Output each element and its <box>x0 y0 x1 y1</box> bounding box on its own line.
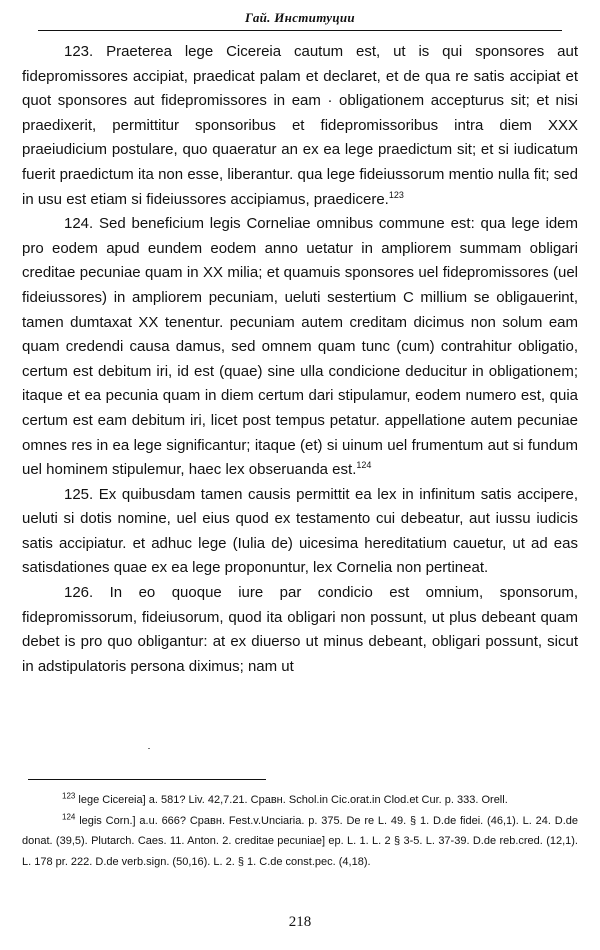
paragraph-125 <box>22 483 578 581</box>
header-rule <box>38 30 562 31</box>
paragraph-number: 124. <box>64 215 94 233</box>
page-number: 218 <box>288 914 312 930</box>
paragraph-123 <box>22 40 578 212</box>
paragraph-124 <box>22 212 578 483</box>
footnote-reference[interactable]: 124 <box>356 460 372 471</box>
paragraph-number: 125. <box>64 485 94 503</box>
main-text <box>22 40 578 679</box>
footnote-text: lege Cicereia] a. 581? Liv. 42,7.21. Сравн. Schol.in Cic.orat.in Clod.et Cur. p. 333. Orell. <box>78 794 508 806</box>
running-head: Гай. Институции <box>245 10 355 25</box>
paragraph-number: 123. <box>64 43 94 60</box>
paragraph-126 <box>22 581 578 679</box>
paragraph-text: In eo quoque iure par condicio est omnium, sponsorum, fidepromissorum, fideiusorum, quod ita obligari non possunt, ut plus debeant quam debet is pro quo obligantur: at ex diuerso ut minus debeant, obligari possunt, sicut in adstipulatoris persona diximus; nam ut <box>22 584 578 675</box>
footnote-124 <box>22 811 578 873</box>
paragraph-text: Ex quibusdam tamen causis permittit ea lex in infinitum satis accipere, ueluti si dotis nomine, uel eius quod ex testamento cui debeatur, aut iussu iudicis satis accipiatur. et adhuc lege (Iulia de) uicesima hereditatium cauetur, ut ad eas satisdationes quae ex ea lege proponuntur, lex Cornelia non pertineat. <box>22 485 578 577</box>
footnotes <box>22 790 578 872</box>
paragraph-text: Sed beneficium legis Corneliae omnibus commune est: qua lege idem pro eodem apud eundem eodem anno uetatur in ampliorem summam obligari creditae pecuniae quam in XX milia; et quamuis sponsores uel fidepromissores (uel fideiussores) in ampliorem pecuniam, ueluti sestertium C millium se obligauerint, tamen dumtaxat XX tenentur. pecuniam autem creditam dicimus non solum eam quam credendi causa damus, sed omnem quam tunc (cum) contrahitur obligatio, certum est debitum iri, id est (quae) sine ulla condicione deducitur in obligationem; itaque et ea pecunia quam in diem certum dari stipulamur, eodem numero est, quia certum est eam debitum iri, licet post tempus petatur. appellatione autem pecuniae omnes res in ea lege significantur; itaque (et) si uinum uel frumentum aut si fundum uel hominem stipulemur, haec lex obseruanda est. <box>22 215 579 479</box>
footnote-marker: 124 <box>62 811 76 821</box>
paragraph-text: Praeterea lege Cicereia cautum est, ut is qui sponsores aut fidepromissores accipiat, praedicat palam et declaret, et de qua re satis accipiat et quot sponsores aut fidepromissores in eam · obligationem accepturus sit; et nisi praedixerit, permittitur sponsoribus et fidepromissoribus intra diem XXX praeiudicium postulare, quo quaeratur an ex ea lege praedictum sit; et si iudicatum fuerit praedictum ita non esse, liberantur. qua lege fideiussorum mentio nulla fit; sed in usu est etiam si fideiussores accipiamus, praedicere. <box>22 43 579 208</box>
print-speck <box>148 748 150 749</box>
footnote-text: legis Corn.] a.u. 666? Сравн. Fest.v.Unciaria. p. 375. De re L. 49. § 1. D.de fidei. (46,1). L. 24. D.de donat. (39,5). Plutarch. Caes. 11. Anton. 2. creditae pecuniae] ep. L. 1. L. 2 § 3-5. L. 37-39. D.de reb.cred. (12,1). L. 178 pr. 222. D.de verb.sign. (50,16). L. 2. § 1. C.de const.pec. (4,18). <box>22 814 578 868</box>
footnote-reference[interactable]: 123 <box>388 189 404 200</box>
footnote-marker: 123 <box>62 791 76 801</box>
footnote-rule <box>28 779 266 780</box>
paragraph-number: 126. <box>64 584 94 602</box>
footnote-123 <box>22 790 578 811</box>
